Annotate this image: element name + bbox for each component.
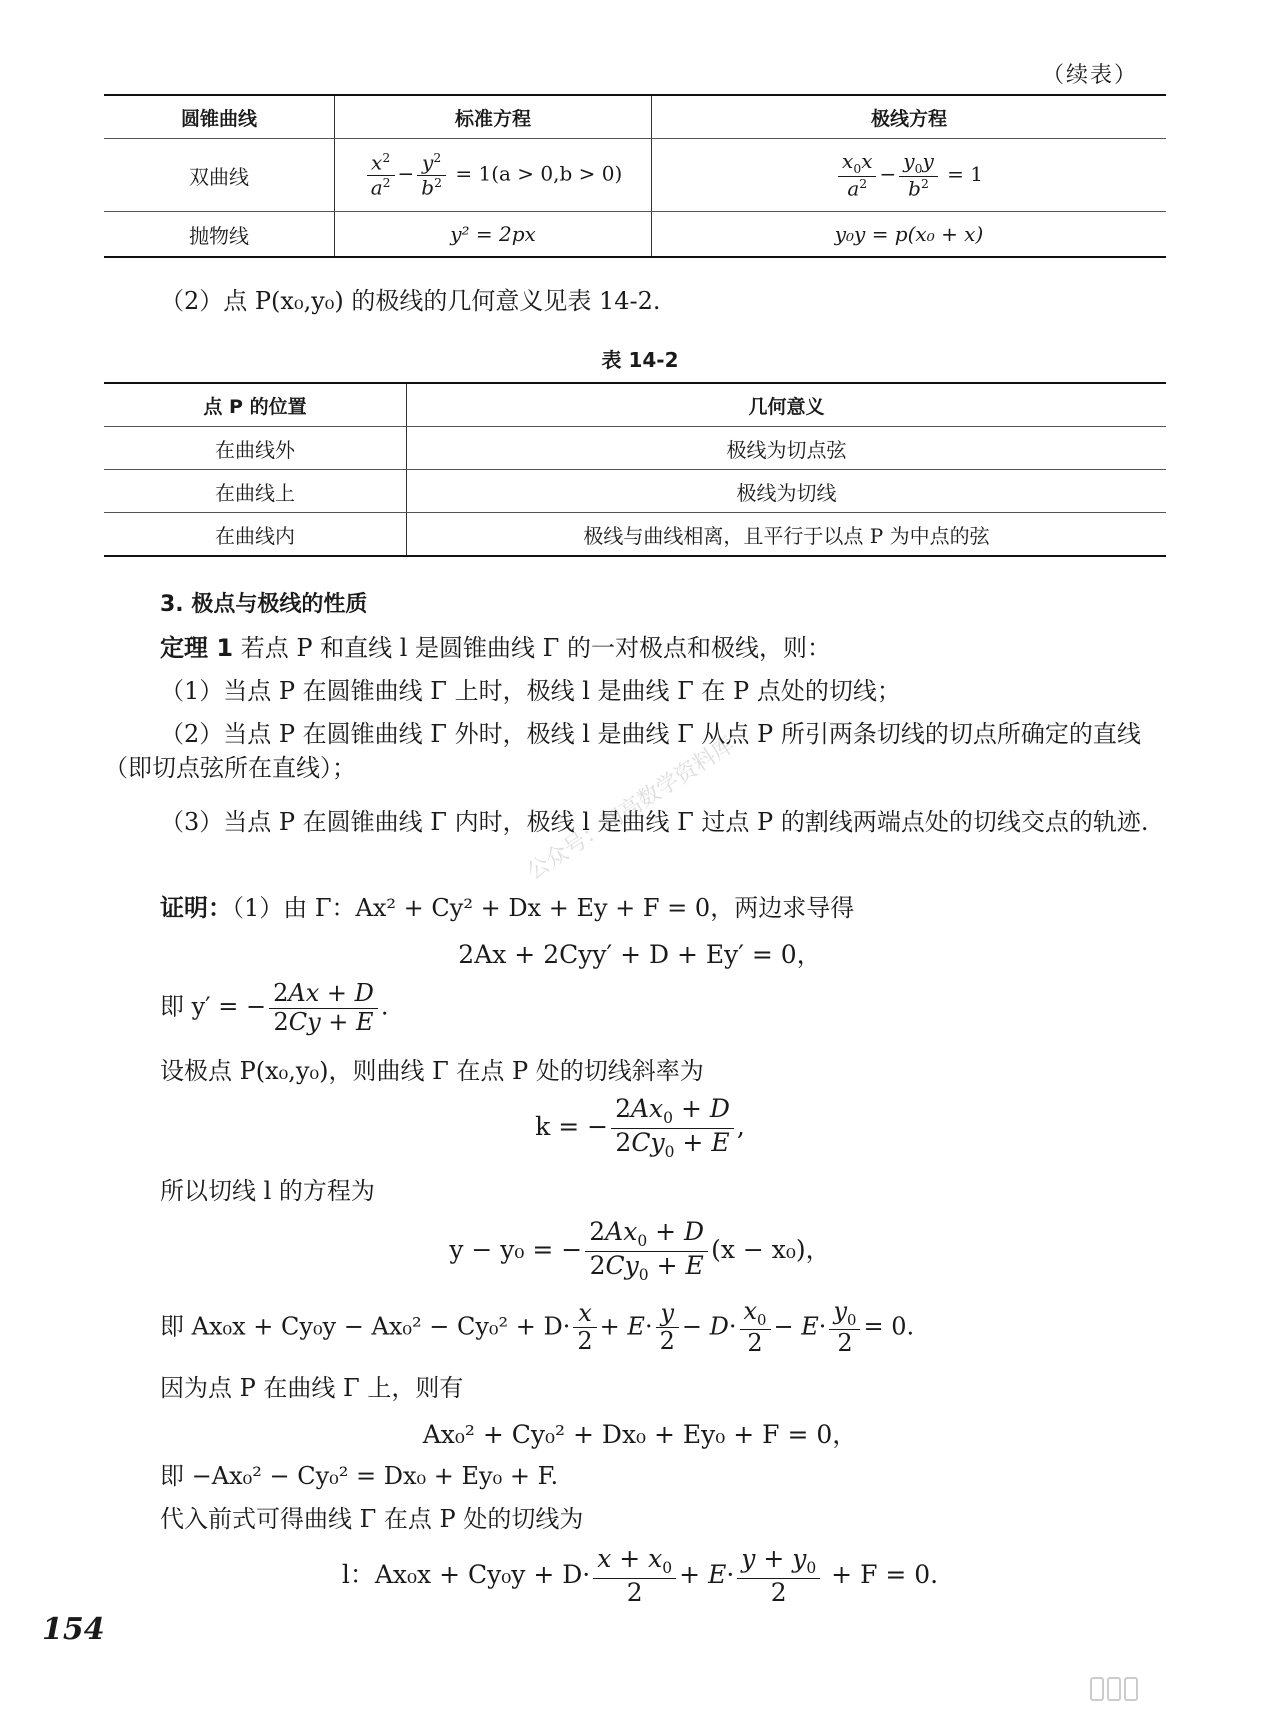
table-header: 圆锥曲线 (104, 95, 335, 139)
table-row (104, 513, 1166, 557)
theorem-item: （2）当点 P 在圆锥曲线 Γ 外时，极线 l 是曲线 Γ 从点 P 所引两条切线的切点所确定的直线（即切点弦所在直线）； (104, 720, 1141, 782)
theorem-item: （3）当点 P 在圆锥曲线 Γ 内时，极线 l 是曲线 Γ 过点 P 的割线两端点处的切线交点的轨迹. (160, 808, 1149, 836)
table-header: 标准方程 (335, 95, 652, 139)
curve-name: 双曲线 (104, 139, 335, 212)
geometry-table (104, 382, 1166, 557)
watermark: 公众号：初高数学资料库 (522, 732, 740, 886)
theorem-item: （1）当点 P 在圆锥曲线 Γ 上时，极线 l 是曲线 Γ 在 P 点处的切线； (160, 677, 901, 705)
polar-equation: y₀y = p(x₀ + x) (652, 212, 1167, 258)
conic-table (104, 94, 1166, 258)
proof-line: 证明：（1）由 Γ：Ax² + Cy² + Dx + Ey + F = 0，两边求导得 (160, 894, 855, 922)
meaning-cell: 极线为切线 (407, 470, 1167, 513)
theorem: 定理 1 若点 P 和直线 l 是圆锥曲线 Γ 的一对极点和极线，则： (160, 634, 831, 662)
section-title: 3. 极点与极线的性质 (160, 592, 368, 617)
table-header: 点 P 的位置 (104, 383, 407, 427)
position-cell: 在曲线外 (104, 427, 407, 470)
table-row (104, 139, 1166, 212)
equation: y − y₀ = − $\frac{2Ax_0 + D}{2Cy_0 + E}$ (x − x₀)， (449, 1217, 831, 1284)
standard-equation: y² = 2px (335, 212, 652, 258)
curve-name: 抛物线 (104, 212, 335, 258)
table-header: 极线方程 (652, 95, 1167, 139)
equation: k = − $\frac{2Ax_0 + D}{2Cy_0 + E}$ , (535, 1094, 745, 1161)
table-caption: 表 14-2 (601, 348, 679, 372)
table-row (104, 470, 1166, 513)
meaning-cell: 极线为切点弦 (407, 427, 1167, 470)
position-cell: 在曲线上 (104, 470, 407, 513)
polar-equation: $\frac{x_0x}{a^2}$ − $\frac{y_0y}{b^2}$ = 1 (652, 139, 1167, 212)
position-cell: 在曲线内 (104, 513, 407, 557)
proof-line: 所以切线 l 的方程为 (160, 1177, 375, 1205)
proof-label: 证明： (160, 894, 232, 922)
continued-label: （续表） (1041, 63, 1138, 88)
toolbar-icons (1090, 1677, 1230, 1699)
meaning-cell: 极线与曲线相离，且平行于以点 P 为中点的弦 (407, 513, 1167, 557)
table-row (104, 212, 1166, 258)
proof-line: 因为点 P 在曲线 Γ 上，则有 (160, 1374, 464, 1402)
equation: l：Ax₀x + Cy₀y + D· $\frac{x + x_0}{2}$ + E· $\frac{y + y_0}{2}$ + F = 0. (341, 1544, 939, 1607)
proof-line: 即 Ax₀x + Cy₀y − Ax₀² − Cy₀² + D· $\frac{x}{2}$ + E· $\frac{y}{2}$ − D· $\frac{x_0}{2}$ − E· $\frac{y_0}{2}$ = 0. (160, 1297, 915, 1357)
proof-line: 设极点 P(x₀,y₀)，则曲线 Γ 在点 P 处的切线斜率为 (160, 1057, 704, 1085)
standard-equation: $\frac{x^2}{a^2}$ − $\frac{y^2}{b^2}$ = 1(a > 0,b > 0) (335, 139, 652, 212)
table-header: 几何意义 (407, 383, 1167, 427)
proof-line: 代入前式可得曲线 Γ 在点 P 处的切线为 (160, 1505, 584, 1533)
proof-line: 即 y′ = − $\frac{2Ax + D}{2Cy + E}$ . (160, 979, 389, 1036)
proof-line: 即 −Ax₀² − Cy₀² = Dx₀ + Ey₀ + F. (160, 1462, 559, 1490)
table-row (104, 427, 1166, 470)
theorem-label: 定理 1 (160, 634, 234, 662)
equation: 2Ax + 2Cyy′ + D + Ey′ = 0， (458, 940, 822, 969)
paragraph: （2）点 P(x₀,y₀) 的极线的几何意义见表 14-2. (160, 287, 661, 315)
equation: Ax₀² + Cy₀² + Dx₀ + Ey₀ + F = 0， (422, 1420, 858, 1449)
page-number: 154 (42, 1612, 105, 1647)
